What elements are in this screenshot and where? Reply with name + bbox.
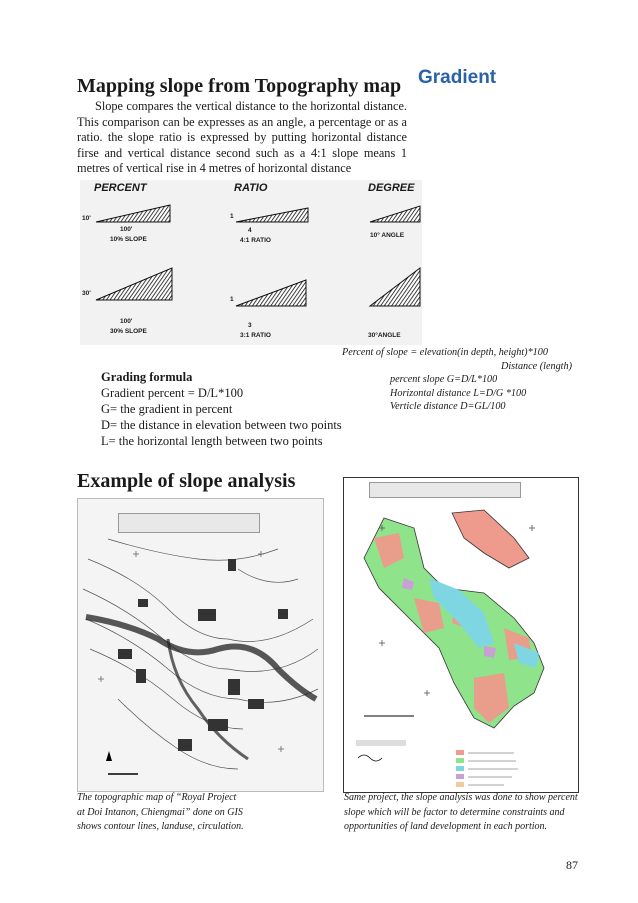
- grading-formula: [101, 369, 342, 449]
- wedge-degree-bot: [370, 268, 420, 306]
- wedge-ratio-top: [236, 208, 308, 222]
- ratio-bot-h: 3: [248, 322, 252, 329]
- degree-bot-caption: 30°ANGLE: [368, 332, 401, 339]
- right-formula-line1: Percent of slope = elevation(in depth, height)*100: [342, 347, 548, 358]
- page-number: 87: [566, 858, 578, 872]
- ratio-bot-v: 1: [230, 296, 234, 303]
- degree-top-caption: 10° ANGLE: [370, 232, 405, 239]
- formula-line: Gradient percent = D/L*100: [101, 386, 244, 400]
- ratio-bot-caption: 3:1 RATIO: [240, 332, 271, 339]
- slope-analysis-map: [343, 477, 579, 793]
- topographic-map-drawing: [78, 499, 323, 791]
- diagram-head-percent: PERCENT: [94, 182, 147, 194]
- formula-line: D= the distance in elevation between two points: [101, 418, 342, 432]
- percent-bot-caption: 30% SLOPE: [110, 328, 147, 335]
- wedge-percent-bot: [96, 268, 172, 300]
- percent-top-base: 100': [120, 226, 133, 233]
- right-formula-line2: Distance (length): [500, 360, 572, 372]
- slope-region-upper: [452, 510, 529, 568]
- ratio-top-v: 1: [230, 213, 234, 220]
- percent-top-caption: 10% SLOPE: [110, 236, 147, 243]
- diagram-head-degree: DEGREE: [368, 182, 415, 194]
- grading-formula-title: Grading formula: [101, 370, 193, 384]
- right-formula: [342, 346, 578, 414]
- percent-bot-side: 30': [82, 290, 91, 297]
- percent-top-side: 10': [82, 215, 91, 222]
- formula-line: L= the horizontal length between two points: [101, 434, 323, 448]
- page-heading: Mapping slope from Topography map: [77, 75, 402, 97]
- slope-analysis-drawing: [344, 478, 578, 792]
- wedge-ratio-bot: [236, 280, 306, 306]
- caption-left: The topographic map of “Royal Project at Doi Intanon, Chiengmai” done on GIS shows contour lines, landuse, circulation.: [77, 792, 244, 832]
- example-heading: Example of slope analysis: [77, 470, 296, 492]
- percent-bot-base: 100': [120, 318, 133, 325]
- wedge-degree-top: [370, 206, 420, 222]
- slope-diagram: [80, 180, 422, 345]
- ratio-top-h: 4: [248, 227, 252, 234]
- caption-right: Same project, the slope analysis was done to show percent slope which will be factor to determine constraints and opportunities of land development in each portion.: [344, 792, 578, 832]
- gradient-tag: Gradient: [418, 67, 497, 88]
- wedge-percent-top: [96, 205, 170, 222]
- diagram-head-ratio: RATIO: [234, 182, 268, 194]
- intro-paragraph: [77, 99, 407, 177]
- right-formula-line5: Verticle distance D=GL/100: [390, 401, 506, 412]
- ratio-top-caption: 4:1 RATIO: [240, 237, 271, 244]
- intro-text: Slope compares the vertical distance to the horizontal distance. This comparison can be expresses as an angle, a percentage or as a ratio. the slope ratio is expressed by putting horizontal distance firse and vertical distance second such as a 4:1 slope means 1 metres of vertical rise in 4 metres of horizontal distance: [77, 99, 407, 176]
- right-formula-line4: Horizontal distance L=D/G *100: [390, 387, 527, 399]
- formula-line: G= the gradient in percent: [101, 402, 233, 416]
- topographic-map: [77, 498, 324, 792]
- right-formula-line3: percent slope G=D/L*100: [390, 374, 498, 385]
